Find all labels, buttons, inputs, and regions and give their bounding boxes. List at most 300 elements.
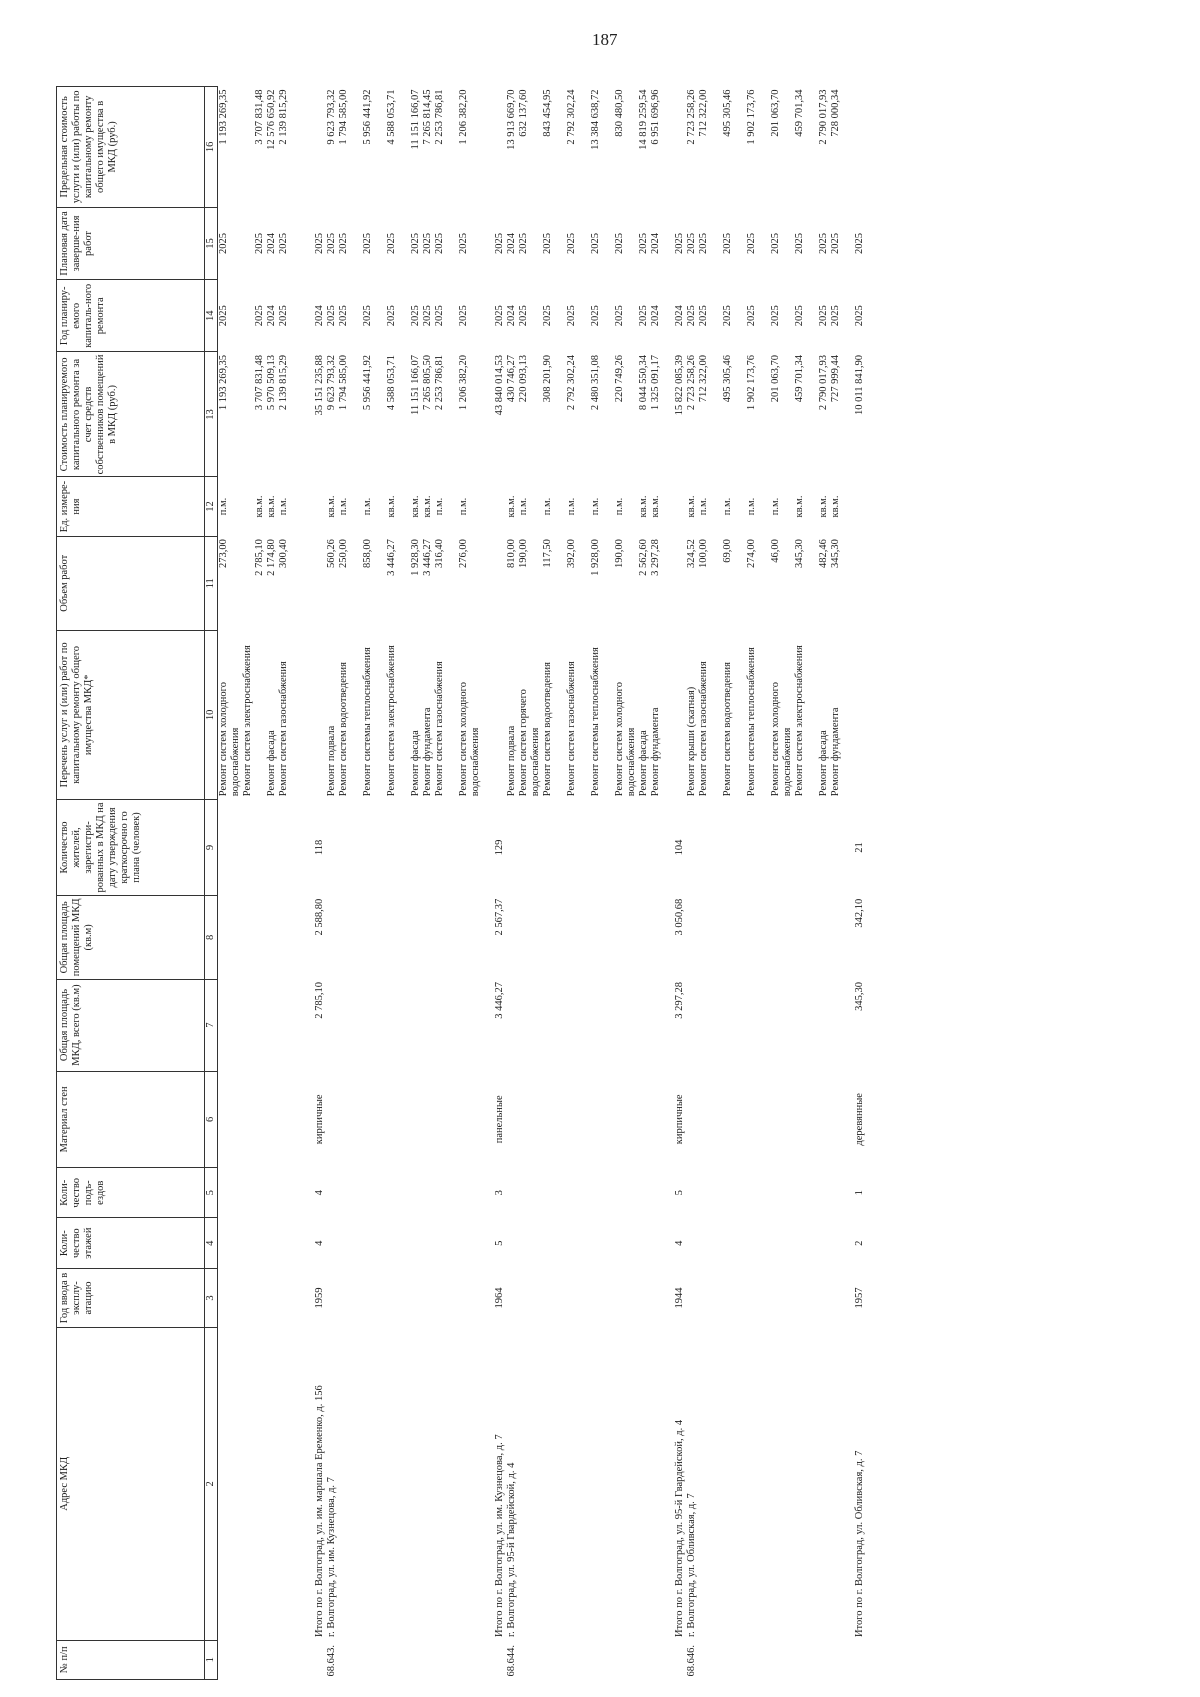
unit-value: кв.м. [818, 495, 829, 518]
year-end-value: 2025 [518, 232, 529, 254]
wall-material: кирпичные [674, 1094, 685, 1145]
work-item: Ремонт подвала [326, 725, 337, 797]
work-item: Ремонт систем горячего водоснабжения [518, 689, 541, 797]
volume-value: 190,00 [518, 539, 529, 568]
work-item: Ремонт систем электроснабжения [386, 645, 397, 797]
year-built: 1944 [674, 1287, 685, 1309]
year-start-value: 2025 [386, 305, 397, 327]
limit-value: 728 000,34 [830, 89, 841, 137]
year-end-list [326, 210, 482, 276]
unit-value: кв.м. [326, 495, 337, 518]
year-end-value: 2025 [818, 232, 829, 254]
entrances: 5 [674, 1190, 685, 1196]
area-total: 3 446,27 [494, 982, 505, 1019]
year-plan: 2024 [314, 305, 325, 327]
volume-value: 300,40 [278, 539, 289, 568]
object-number: 68.643. [326, 1645, 337, 1677]
year-start-list [686, 283, 842, 349]
limit-value: 13 384 638,72 [590, 89, 601, 150]
header-cell: Адрес МКД [57, 1328, 205, 1640]
year-start-value: 2025 [518, 305, 529, 327]
area-premises: 2 588,80 [314, 898, 325, 936]
year-end-value: 2025 [458, 232, 469, 254]
year-end-value: 2025 [218, 232, 229, 254]
year-built: 1959 [314, 1287, 325, 1309]
work-item: Ремонт крыши (скатная) [686, 686, 697, 797]
unit-value: кв.м. [830, 495, 841, 518]
work-item: Ремонт фасада [818, 730, 829, 797]
year-start-list [218, 283, 302, 349]
limit-value: 14 819 259,54 [638, 89, 649, 150]
floors: 4 [314, 1240, 325, 1246]
work-item: Ремонт систем холодного водоснабжения [614, 682, 637, 797]
cost-value: 4 588 053,71 [386, 354, 397, 411]
volume-value: 1 928,30 [410, 539, 421, 576]
volume-value: 324,52 [686, 539, 697, 568]
year-start-value: 2025 [638, 305, 649, 327]
limit-value: 1 206 382,20 [458, 89, 469, 145]
header-cell: Общая площадь МКД, всего (кв.м) [57, 979, 205, 1071]
cost-value: 727 999,44 [830, 354, 841, 403]
volume-value: 2 785,10 [254, 539, 265, 576]
wall-material: панельные [494, 1095, 505, 1144]
unit-list [686, 480, 842, 533]
year-end-value: 2025 [746, 232, 757, 254]
cost-list [326, 355, 482, 474]
limit-value: 13 913 669,70 [506, 89, 517, 150]
header-cell: Коли-чество подъ-ездов [57, 1168, 205, 1218]
volume-value: 276,00 [458, 539, 469, 568]
residents: 129 [494, 839, 505, 856]
total-row [494, 87, 506, 1680]
volume-value: 345,30 [794, 539, 805, 568]
limit-value: 3 707 831,48 [254, 89, 265, 145]
header-cell: Количество жителей, зарегистри-рованных в МКД на дату утверждения краткосрочно го плана (человек) [57, 799, 205, 895]
total-cost: 43 840 014,53 [494, 354, 505, 416]
limit-value: 5 956 441,92 [362, 89, 373, 145]
year-start-value: 2025 [434, 305, 445, 327]
year-end-value: 2024 [506, 232, 517, 254]
cost-value: 5 956 441,92 [362, 354, 373, 411]
limit-value: 2 723 258,26 [686, 89, 697, 145]
total-address: Итого по г. Волгоград, ул. Обливская, д. 7 [854, 1450, 865, 1638]
work-item: Ремонт систем водоотведения [338, 662, 349, 797]
limit-value: 495 305,46 [722, 89, 733, 137]
year-end-value: 2025 [686, 232, 697, 254]
year-start-value: 2025 [590, 305, 601, 327]
header-cell: Стоимость планируемого капитального ремонта за счет средств собственников помещений в МКД (руб.) [57, 352, 205, 477]
object-row [326, 87, 482, 1680]
volume-value: 2 562,60 [638, 539, 649, 576]
column-number: 15 [205, 207, 218, 279]
unit-value: кв.м. [266, 495, 277, 518]
object-row [506, 87, 662, 1680]
header-cell: Материал стен [57, 1071, 205, 1167]
year-end-value: 2025 [422, 232, 433, 254]
year-end-value: 2025 [434, 232, 445, 254]
cost-list [686, 355, 842, 474]
column-number: 3 [205, 1268, 218, 1327]
work-item: Ремонт фасада [410, 730, 421, 797]
year-finish: 2025 [314, 232, 325, 254]
work-item: Ремонт систем газоснабжения [566, 661, 577, 797]
cost-value: 2 139 815,29 [278, 354, 289, 411]
area-total: 345,30 [854, 982, 865, 1011]
cost-value: 201 063,70 [770, 354, 781, 403]
year-start-value: 2024 [506, 305, 517, 327]
header-cell: Предельная стоимость услуги и (или) работы по капитальному ремонту общего имущества в МКД (руб.) [57, 87, 205, 208]
cost-value: 1 325 091,17 [650, 354, 661, 411]
column-number: 11 [205, 536, 218, 630]
cost-value: 459 701,34 [794, 354, 805, 403]
volume-value: 69,00 [722, 539, 733, 563]
unit-value: п.м. [566, 497, 577, 516]
volume-value: 482,46 [818, 539, 829, 568]
cost-value: 1 794 585,00 [338, 354, 349, 411]
header-cell: № п/п [57, 1640, 205, 1679]
column-number: 7 [205, 979, 218, 1071]
header-cell: Объем работ [57, 536, 205, 630]
year-built: 1964 [494, 1287, 505, 1309]
year-start-value: 2025 [698, 305, 709, 327]
area-total: 2 785,10 [314, 982, 325, 1019]
limit-value: 830 480,50 [614, 89, 625, 137]
work-item: Ремонт подвала [506, 725, 517, 797]
column-number: 8 [205, 896, 218, 979]
column-number: 1 [205, 1640, 218, 1679]
year-start-value: 2024 [650, 305, 661, 327]
volume-value: 190,00 [614, 539, 625, 568]
unit-value: п.м. [362, 497, 373, 516]
unit-list [218, 480, 302, 533]
work-item: Ремонт систем электроснабжения [794, 645, 805, 797]
year-end-value: 2025 [338, 232, 349, 254]
column-number: 5 [205, 1168, 218, 1218]
rotated-table-sheet [56, 86, 1182, 1680]
limit-value: 6 951 696,96 [650, 89, 661, 145]
floors: 2 [854, 1240, 865, 1246]
unit-value: п.м. [542, 497, 553, 516]
year-end-value: 2025 [590, 232, 601, 254]
cost-value: 495 305,46 [722, 354, 733, 403]
cost-value: 8 044 550,34 [638, 354, 649, 411]
entrances: 1 [854, 1190, 865, 1196]
year-end-value: 2025 [722, 232, 733, 254]
wall-material: деревянные [854, 1093, 865, 1146]
year-end-value: 2025 [410, 232, 421, 254]
unit-value: кв.м. [650, 495, 661, 518]
entrances: 3 [494, 1190, 505, 1196]
column-number: 16 [205, 87, 218, 208]
volume-value: 858,00 [362, 539, 373, 568]
year-start-value: 2025 [254, 305, 265, 327]
year-start-value: 2025 [686, 305, 697, 327]
year-start-value: 2025 [794, 305, 805, 327]
volume-value: 3 446,27 [422, 539, 433, 576]
year-end-value: 2025 [326, 232, 337, 254]
unit-value: п.м. [614, 497, 625, 516]
volume-value: 250,00 [338, 539, 349, 568]
limit-value: 2 790 017,93 [818, 89, 829, 145]
volume-value: 345,30 [830, 539, 841, 568]
work-item: Ремонт фундамента [422, 707, 433, 797]
year-end-value: 2025 [386, 232, 397, 254]
object-address: г. Волгоград, ул. 95-й Гвардейской, д. 4 [506, 1462, 517, 1638]
limit-value: 632 137,60 [518, 89, 529, 137]
works-list [326, 633, 482, 796]
cost-value: 220 093,13 [518, 354, 529, 403]
year-start-value: 2025 [326, 305, 337, 327]
year-end-value: 2025 [362, 232, 373, 254]
cost-value: 11 151 166,07 [410, 354, 421, 415]
works-list [218, 633, 302, 796]
cost-value: 1 902 173,76 [746, 354, 757, 411]
residents: 104 [674, 839, 685, 856]
unit-list [326, 480, 482, 533]
volume-value: 3 446,27 [386, 539, 397, 576]
wall-material: кирпичные [314, 1094, 325, 1145]
limit-value: 7 265 814,45 [422, 89, 433, 145]
volume-list [506, 539, 662, 627]
year-start-value: 2025 [278, 305, 289, 327]
year-end-list [686, 210, 842, 276]
cost-value: 5 970 509,13 [266, 354, 277, 411]
limit-value: 9 623 793,32 [326, 89, 337, 145]
column-number: 13 [205, 352, 218, 477]
header-cell: Год ввода в эксплу-атацию [57, 1268, 205, 1327]
cost-value: 3 707 831,48 [254, 354, 265, 411]
volume-value: 392,00 [566, 539, 577, 568]
year-finish: 2025 [674, 232, 685, 254]
total-cost: 15 822 085,39 [674, 354, 685, 416]
residents: 118 [314, 839, 325, 856]
header-cell: Коли-чество этажей [57, 1218, 205, 1268]
volume-value: 1 928,00 [590, 539, 601, 576]
year-end-value: 2024 [650, 232, 661, 254]
unit-value: кв.м. [386, 495, 397, 518]
limit-value: 11 151 166,07 [410, 89, 421, 150]
volume-value: 3 297,28 [650, 539, 661, 576]
unit-value: п.м. [518, 497, 529, 516]
volume-value: 560,26 [326, 539, 337, 568]
cost-value: 2 253 786,81 [434, 354, 445, 411]
total-address: Итого по г. Волгоград, ул. им. Кузнецова, д. 7 [494, 1434, 505, 1638]
total-row [674, 87, 686, 1680]
total-cost: 10 011 841,90 [854, 354, 865, 415]
cost-value: 308 201,90 [542, 354, 553, 403]
limit-value: 4 588 053,71 [386, 89, 397, 145]
unit-value: п.м. [218, 497, 229, 516]
year-start-value: 2025 [422, 305, 433, 327]
cost-list [506, 355, 662, 474]
unit-value: кв.м. [506, 495, 517, 518]
area-total: 3 297,28 [674, 982, 685, 1019]
unit-value: кв.м. [254, 495, 265, 518]
year-start-value: 2024 [266, 305, 277, 327]
column-number: 14 [205, 280, 218, 352]
limit-value: 1 794 585,00 [338, 89, 349, 145]
limit-list [686, 90, 842, 205]
works-list [506, 633, 662, 796]
work-item: Ремонт систем газоснабжения [278, 661, 289, 797]
year-start-value: 2025 [614, 305, 625, 327]
year-start-value: 2025 [830, 305, 841, 327]
volume-list [686, 539, 842, 627]
limit-value: 712 322,00 [698, 89, 709, 137]
year-end-value: 2025 [542, 232, 553, 254]
work-item: Ремонт фасада [638, 730, 649, 797]
limit-value: 843 454,95 [542, 89, 553, 137]
header-cell: Плановая дата заверше-ния работ [57, 207, 205, 279]
year-end-value: 2025 [698, 232, 709, 254]
column-number: 10 [205, 630, 218, 799]
works-list [686, 633, 842, 796]
header-cell: Общая площадь помещений МКД (кв.м) [57, 896, 205, 979]
unit-value: п.м. [278, 497, 289, 516]
year-start-value: 2025 [338, 305, 349, 327]
work-item: Ремонт систем холодного водоснабжения [218, 682, 241, 797]
cost-value: 2 790 017,93 [818, 354, 829, 411]
year-end-value: 2025 [794, 232, 805, 254]
year-finish: 2025 [854, 232, 865, 254]
table-body [218, 87, 867, 1680]
work-item: Ремонт системы теплоснабжения [362, 647, 373, 797]
cost-value: 2 792 302,24 [566, 354, 577, 411]
work-item: Ремонт фундамента [650, 707, 661, 797]
total-address: Итого по г. Волгоград, ул. им. маршала Еременко, д. 156 [314, 1385, 325, 1638]
year-start-value: 2025 [722, 305, 733, 327]
area-premises: 2 567,37 [494, 898, 505, 936]
year-finish: 2025 [494, 232, 505, 254]
column-number-row [205, 87, 218, 1680]
limit-value: 459 701,34 [794, 89, 805, 137]
area-premises: 3 050,68 [674, 898, 685, 936]
column-number: 6 [205, 1071, 218, 1167]
unit-value: кв.м. [422, 495, 433, 518]
limit-list [506, 90, 662, 205]
year-start-value: 2025 [746, 305, 757, 327]
unit-value: п.м. [746, 497, 757, 516]
object-row [686, 87, 842, 1680]
area-premises: 342,10 [854, 898, 865, 928]
work-item: Ремонт фасада [266, 730, 277, 797]
total-row [314, 87, 326, 1680]
unit-value: кв.м. [638, 495, 649, 518]
volume-value: 100,00 [698, 539, 709, 568]
volume-value: 46,00 [770, 539, 781, 563]
volume-value: 810,00 [506, 539, 517, 568]
unit-value: п.м. [458, 497, 469, 516]
header-cell: Перечень услуг и (или) работ по капитальному ремонту общего имущества МКД* [57, 630, 205, 799]
capital-repair-table [56, 86, 866, 1680]
year-end-value: 2025 [614, 232, 625, 254]
cost-value: 2 723 258,26 [686, 354, 697, 411]
year-end-value: 2025 [278, 232, 289, 254]
cost-value: 712 322,00 [698, 354, 709, 403]
work-item: Ремонт системы теплоснабжения [590, 647, 601, 797]
limit-list [218, 90, 302, 205]
column-number: 9 [205, 799, 218, 895]
volume-list [326, 539, 482, 627]
cost-value: 220 749,26 [614, 354, 625, 403]
column-number: 12 [205, 477, 218, 536]
unit-value: кв.м. [686, 495, 697, 518]
floors: 4 [674, 1240, 685, 1246]
header-cell: Ед. измере-ния [57, 477, 205, 536]
year-end-value: 2025 [638, 232, 649, 254]
unit-value: п.м. [338, 497, 349, 516]
residents: 21 [854, 842, 865, 853]
volume-value: 316,40 [434, 539, 445, 568]
floors: 5 [494, 1240, 505, 1246]
work-item: Ремонт системы теплоснабжения [746, 647, 757, 797]
work-item: Ремонт систем электроснабжения [242, 645, 253, 797]
year-end-value: 2025 [830, 232, 841, 254]
limit-value: 1 193 269,35 [218, 89, 229, 145]
unit-value: кв.м. [794, 495, 805, 518]
volume-value: 274,00 [746, 539, 757, 568]
year-start-value: 2025 [542, 305, 553, 327]
total-address: Итого по г. Волгоград, ул. 95-й Гвардейской, д. 4 [674, 1419, 685, 1638]
year-start-value: 2025 [410, 305, 421, 327]
year-end-list [506, 210, 662, 276]
column-number: 4 [205, 1218, 218, 1268]
total-row [854, 87, 866, 1680]
page-number: 187 [592, 30, 618, 49]
limit-value: 2 792 302,24 [566, 89, 577, 145]
limit-value: 12 576 650,92 [266, 89, 277, 150]
unit-value: п.м. [722, 497, 733, 516]
year-start-list [326, 283, 482, 349]
year-end-value: 2024 [266, 232, 277, 254]
year-start-value: 2025 [566, 305, 577, 327]
cost-value: 2 480 351,08 [590, 354, 601, 411]
object-number: 68.646. [686, 1645, 697, 1677]
year-end-list [218, 210, 302, 276]
total-cost: 35 151 235,88 [314, 354, 325, 416]
work-item: Ремонт систем газоснабжения [698, 661, 709, 797]
work-item: Ремонт систем холодного водоснабжения [458, 682, 481, 797]
unit-value: п.м. [590, 497, 601, 516]
volume-value: 2 174,80 [266, 539, 277, 576]
object-address: г. Волгоград, ул. им. Кузнецова, д. 7 [326, 1477, 337, 1638]
unit-value: п.м. [770, 497, 781, 516]
header-row [57, 87, 205, 1680]
volume-value: 273,00 [218, 539, 229, 568]
work-item: Ремонт систем водоотведения [542, 662, 553, 797]
unit-value: п.м. [698, 497, 709, 516]
column-number: 2 [205, 1328, 218, 1640]
limit-list [326, 90, 482, 205]
work-item: Ремонт систем газоснабжения [434, 661, 445, 797]
year-plan: 2025 [494, 305, 505, 327]
year-start-value: 2025 [818, 305, 829, 327]
year-end-value: 2025 [254, 232, 265, 254]
work-item: Ремонт систем водоотведения [722, 662, 733, 797]
volume-list [218, 539, 302, 627]
limit-value: 2 253 786,81 [434, 89, 445, 145]
header-cell: Год планиру-емого капиталь-ного ремонта [57, 280, 205, 352]
cost-value: 1 206 382,20 [458, 354, 469, 411]
limit-value: 2 139 815,29 [278, 89, 289, 145]
unit-value: кв.м. [410, 495, 421, 518]
work-item: Ремонт фундамента [830, 707, 841, 797]
volume-value: 117,50 [542, 539, 553, 568]
cost-value: 9 623 793,32 [326, 354, 337, 411]
year-start-value: 2025 [458, 305, 469, 327]
cost-value: 430 746,27 [506, 354, 517, 403]
year-end-value: 2025 [770, 232, 781, 254]
